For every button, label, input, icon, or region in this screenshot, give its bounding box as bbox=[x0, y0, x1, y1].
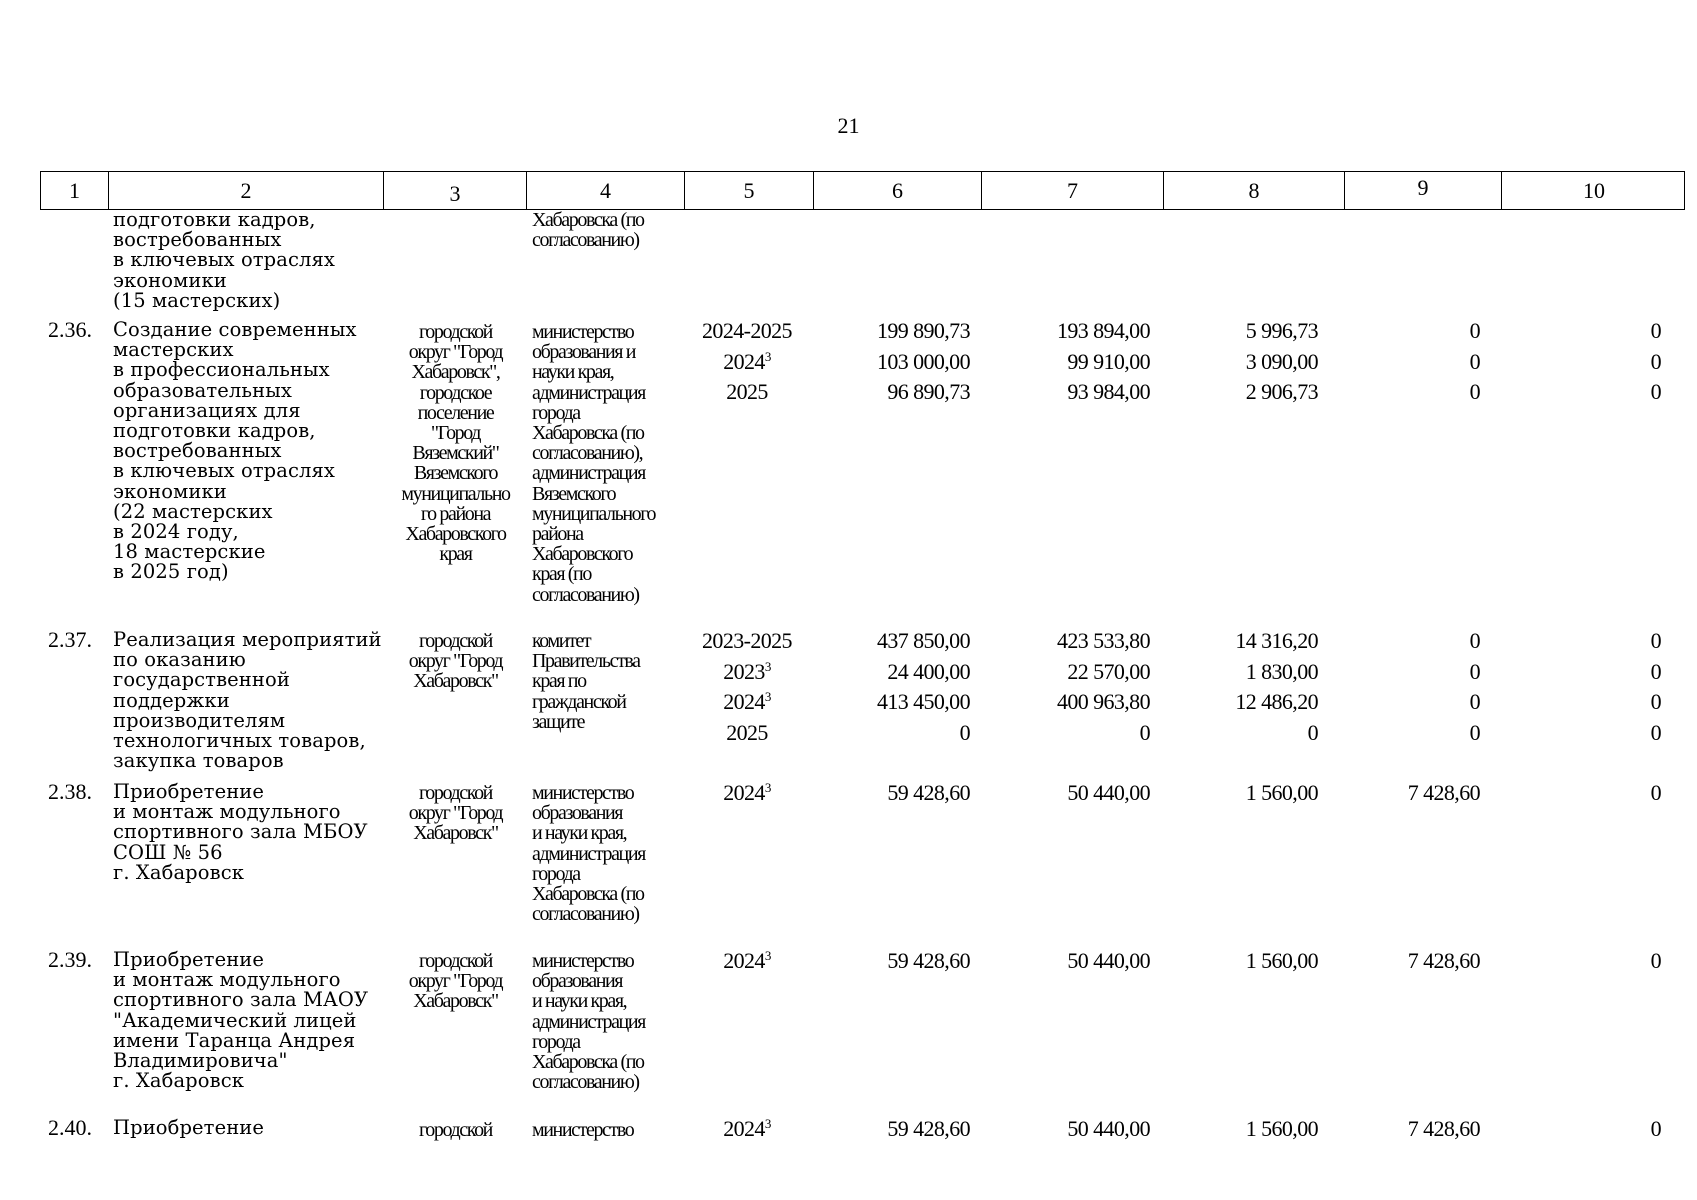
header-col-8: 8 bbox=[1164, 172, 1345, 209]
header-col-3: 3 bbox=[384, 172, 527, 209]
row-executor: министерство образования и науки края, администрация города Хабаровска (по согласованию), администрация Вяземского муниципального района Хабаровского края (по согласованию) bbox=[532, 321, 656, 606]
continuation-executor: Хабаровска (по согласованию) bbox=[532, 209, 644, 252]
row-col6: 59 428,60 bbox=[887, 1116, 970, 1141]
row-years: 2024$^3$ bbox=[723, 1116, 771, 1141]
page-number: 21 bbox=[837, 113, 860, 138]
header-col-5: 5 bbox=[685, 172, 814, 209]
row-name: Создание современных мастерских в профессиональных образовательных организациях для подготовки кадров, востребованных в ключевых отраслях экономики (22 мастерских в 2024 году, 18 мастерские в 2025 год) bbox=[113, 318, 357, 584]
row-executor: комитет Правительства края по гражданской защите bbox=[532, 630, 640, 733]
row-col8: 1 560,00 bbox=[1245, 948, 1318, 973]
row-col9: 7 428,60 bbox=[1407, 780, 1480, 805]
row-col10: 0 bbox=[1650, 780, 1661, 805]
row-number: 2.38. bbox=[48, 779, 92, 804]
header-col-6: 6 bbox=[814, 172, 982, 209]
row-executor: министерство bbox=[532, 1119, 634, 1141]
header-col-7: 7 bbox=[982, 172, 1164, 209]
row-col7: 50 440,00 bbox=[1067, 1116, 1150, 1141]
row-col10: 0 0 0 bbox=[1650, 318, 1661, 404]
row-col10: 0 bbox=[1650, 948, 1661, 973]
row-col10: 0 bbox=[1650, 1116, 1661, 1141]
header-col-9: 9 bbox=[1345, 172, 1502, 209]
row-number: 2.40. bbox=[48, 1115, 92, 1140]
row-col10: 0 0 0 0 bbox=[1650, 628, 1661, 745]
row-number: 2.37. bbox=[48, 627, 92, 652]
row-territory: городской округ "Город Хабаровск", городское поселение "Город Вяземский" Вяземского муниципально го района Хабаровского края bbox=[401, 321, 510, 566]
row-col6: 437 850,00 24 400,00 413 450,00 0 bbox=[876, 628, 970, 745]
row-col9: 0 0 0 bbox=[1469, 318, 1480, 404]
row-name: Приобретение и монтаж модульного спортивного зала МАОУ "Академический лицей имени Таранца Андрея Владимировича" г. Хабаровск bbox=[113, 948, 369, 1093]
row-col9: 7 428,60 bbox=[1407, 948, 1480, 973]
row-col9: 7 428,60 bbox=[1407, 1116, 1480, 1141]
row-col7: 423 533,80 22 570,00 400 963,80 0 bbox=[1056, 628, 1150, 745]
row-years: 2024$^3$ bbox=[723, 948, 771, 973]
row-col8: 5 996,73 3 090,00 2 906,73 bbox=[1245, 318, 1318, 404]
row-col8: 1 560,00 bbox=[1245, 780, 1318, 805]
row-executor: министерство образования и науки края, администрация города Хабаровска (по согласованию) bbox=[532, 950, 645, 1094]
header-col-10: 10 bbox=[1583, 178, 1605, 203]
row-col6: 59 428,60 bbox=[887, 780, 970, 805]
row-name: Приобретение bbox=[113, 1116, 265, 1139]
table-header bbox=[40, 171, 1685, 210]
header-col-2: 2 bbox=[109, 172, 384, 209]
continuation-name: подготовки кадров, востребованных в ключевых отраслях экономики (15 мастерских) bbox=[113, 208, 335, 312]
header-col-1: 1 bbox=[41, 172, 109, 209]
row-name: Реализация мероприятий по оказанию государственной поддержки производителям технологичных товаров, закупка товаров bbox=[113, 628, 382, 773]
row-col9: 0 0 0 0 bbox=[1469, 628, 1480, 745]
row-executor: министерство образования и науки края, администрация города Хабаровска (по согласованию) bbox=[532, 782, 645, 926]
row-col7: 193 894,00 99 910,00 93 984,00 bbox=[1056, 318, 1150, 404]
row-name: Приобретение и монтаж модульного спортивного зала МБОУ СОШ № 56 г. Хабаровск bbox=[113, 780, 368, 884]
row-years: 2024-2025 2024$^3$ 2025 bbox=[702, 318, 792, 404]
row-number: 2.39. bbox=[48, 947, 92, 972]
row-col7: 50 440,00 bbox=[1067, 780, 1150, 805]
row-territory: городской округ "Город Хабаровск" bbox=[408, 782, 503, 845]
row-col8: 1 560,00 bbox=[1245, 1116, 1318, 1141]
row-years: 2023-2025 2023$^3$ 2024$^3$ 2025 bbox=[702, 628, 792, 745]
row-col6: 59 428,60 bbox=[887, 948, 970, 973]
row-years: 2024$^3$ bbox=[723, 780, 771, 805]
row-col6: 199 890,73 103 000,00 96 890,73 bbox=[876, 318, 970, 404]
row-number: 2.36. bbox=[48, 317, 92, 342]
header-col-4: 4 bbox=[527, 172, 685, 209]
row-territory: городской округ "Город Хабаровск" bbox=[408, 630, 503, 693]
row-territory: городской округ "Город Хабаровск" bbox=[408, 950, 503, 1013]
row-col7: 50 440,00 bbox=[1067, 948, 1150, 973]
row-col8: 14 316,20 1 830,00 12 486,20 0 bbox=[1235, 628, 1318, 745]
row-territory: городской bbox=[419, 1119, 492, 1141]
